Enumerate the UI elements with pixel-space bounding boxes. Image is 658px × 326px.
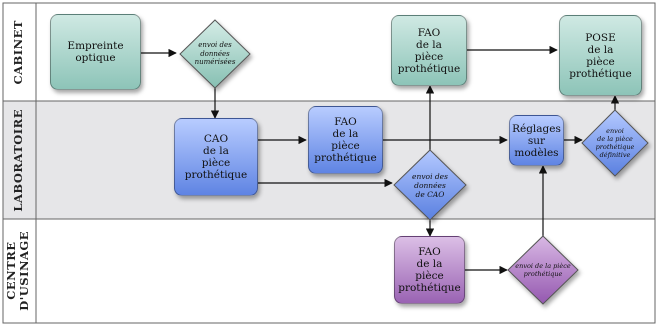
node-fao-cabinet: FAO de la pièce prothétique bbox=[391, 15, 467, 86]
node-fao-laboratoire: FAO de la pièce prothétique bbox=[308, 106, 383, 174]
diamond-label-envoi-numerisees: envoi des données numérisées bbox=[194, 41, 236, 67]
diamond-label-envoi-cao: envoi des données de CAO bbox=[412, 171, 448, 199]
lane-label-laboratoire: LABORATOIRE bbox=[10, 108, 25, 212]
node-fao-usinage: FAO de la pièce prothétique bbox=[394, 236, 465, 304]
lane-label-cabinet: CABINET bbox=[10, 19, 25, 85]
node-reglages: Réglages sur modèles bbox=[509, 115, 564, 166]
diamond-label-envoi-piece: envoi de la pièce prothétique bbox=[515, 262, 571, 278]
lane-label-usinage: CENTRE D'USINAGE bbox=[4, 231, 31, 311]
node-pose: POSE de la pièce prothétique bbox=[559, 15, 642, 96]
node-cao: CAO de la pièce prothétique bbox=[174, 118, 258, 196]
diamond-label-envoi-definitive: envoi de la pièce prothétique définitive bbox=[595, 127, 635, 159]
node-empreinte-optique: Empreinte optique bbox=[50, 14, 141, 90]
